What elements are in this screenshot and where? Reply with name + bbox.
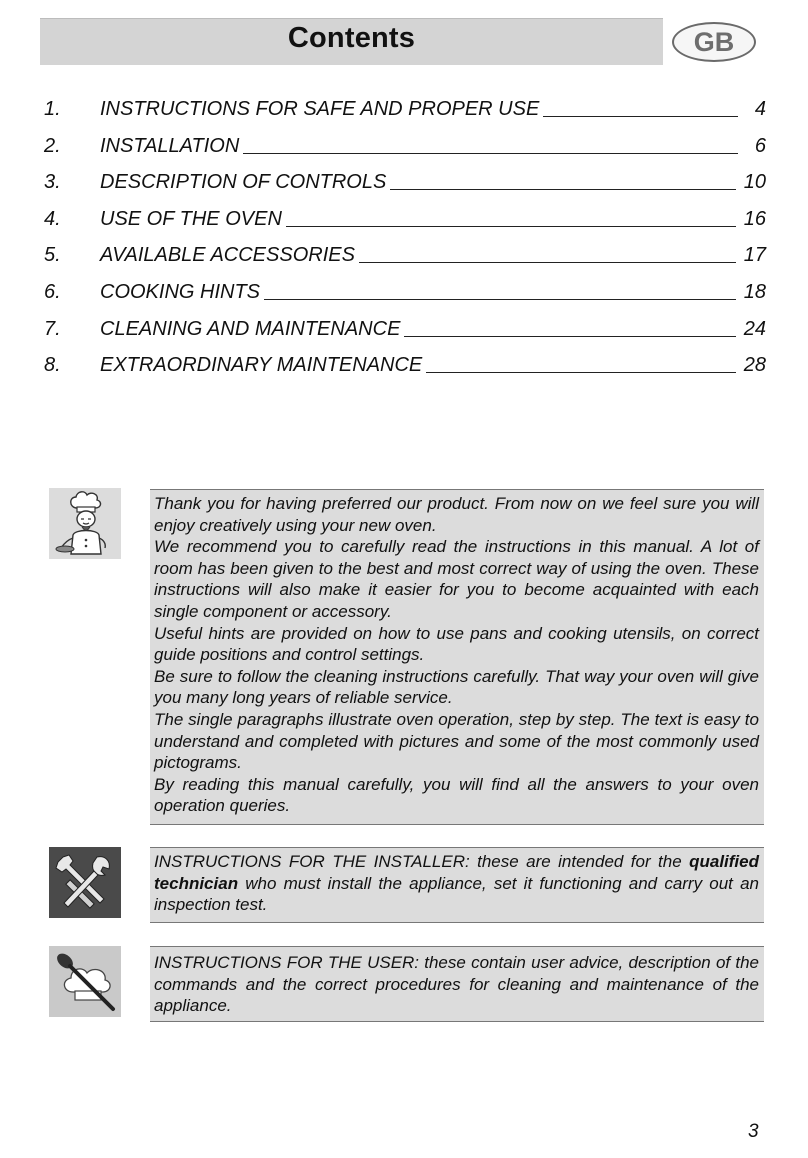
toc-title: DESCRIPTION OF CONTROLS — [100, 171, 387, 194]
language-badge: GB — [672, 22, 756, 62]
toc-number: 1. — [44, 98, 61, 120]
chef-icon — [49, 488, 121, 559]
toc-number: 5. — [44, 244, 61, 267]
toc-page: 24 — [743, 317, 766, 340]
toc-number: 2. — [44, 134, 61, 157]
intro-paragraph: By reading this manual carefully, you will find all the answers to your oven operation queries. — [154, 774, 759, 816]
toc-title: COOKING HINTS — [100, 280, 261, 303]
header-bar — [40, 18, 663, 65]
installer-panel — [150, 847, 764, 923]
intro-paragraph: Thank you for having preferred our product. From now on we feel sure you will enjoy creatively using your new oven. — [154, 494, 759, 535]
toc-entry[interactable] — [44, 98, 766, 135]
toc-title: INSTRUCTIONS FOR SAFE AND PROPER USE — [100, 98, 540, 120]
toc-leader — [264, 299, 736, 300]
qualified-technician-emphasis: qualified technician — [154, 852, 759, 893]
toc-title: EXTRAORDINARY MAINTENANCE — [100, 354, 423, 377]
toc-leader — [426, 372, 735, 373]
toc-page: 10 — [743, 171, 766, 194]
installer-text-start: INSTRUCTIONS FOR THE INSTALLER: these are intended for the — [154, 852, 690, 871]
toc-page: 4 — [754, 98, 766, 120]
toc-page: 28 — [743, 354, 766, 377]
chef-illustration — [49, 488, 121, 559]
page-title: Contents — [287, 22, 416, 54]
toc-entry[interactable] — [44, 135, 766, 172]
toc-leader — [404, 336, 735, 337]
intro-panel — [150, 489, 764, 825]
toc-page: 17 — [743, 244, 766, 267]
intro-paragraph: The single paragraphs illustrate oven operation, step by step. The text is easy to understand and completed with pictures and some of the most commonly used pictograms. — [154, 709, 759, 773]
toc-entry[interactable] — [44, 318, 766, 355]
toc-number: 6. — [44, 280, 61, 303]
user-panel — [150, 946, 764, 1022]
toc-leader — [243, 153, 738, 154]
toc-title: INSTALLATION — [100, 134, 240, 157]
toc-entry[interactable] — [44, 208, 766, 245]
toc-number: 7. — [44, 317, 61, 340]
intro-paragraph: Be sure to follow the cleaning instructions carefully. That way your oven will give you many long years of reliable service. — [154, 666, 759, 708]
tools-illustration — [49, 847, 121, 918]
intro-paragraph: We recommend you to carefully read the instructions in this manual. A lot of room has been given to the best and most correct way of using the oven. These instructions will also make it easier for you to become acquainted with each single component or accessory. — [154, 537, 759, 621]
toc-entry[interactable] — [44, 171, 766, 208]
toc-leader — [390, 189, 735, 190]
toc-leader — [359, 262, 736, 263]
user-text: INSTRUCTIONS FOR THE USER: these contain user advice, description of the commands and the correct procedures for cleaning and maintenance of the appliance. — [154, 953, 759, 1016]
installer-text — [154, 851, 759, 916]
toc-entry[interactable] — [44, 281, 766, 318]
tools-icon — [49, 847, 121, 918]
spoon-chef-hat-icon — [49, 946, 121, 1017]
intro-paragraph: Useful hints are provided on how to use pans and cooking utensils, on correct guide positions and control settings. — [154, 623, 759, 665]
toc-number: 3. — [44, 171, 61, 194]
toc-page: 18 — [743, 280, 766, 303]
toc-entry[interactable] — [44, 244, 766, 281]
spoon-hat-illustration — [49, 946, 121, 1017]
toc-page: 16 — [743, 207, 766, 230]
table-of-contents — [44, 98, 766, 391]
toc-title: USE OF THE OVEN — [100, 207, 282, 230]
toc-number: 8. — [44, 354, 61, 377]
installer-text-end: who must install the appliance, set it functioning and carry out an inspection test. — [154, 873, 759, 915]
toc-number: 4. — [44, 207, 61, 230]
toc-leader — [286, 226, 736, 227]
toc-page: 6 — [754, 134, 766, 157]
page-number: 3 — [748, 1121, 759, 1142]
toc-title: CLEANING AND MAINTENANCE — [100, 317, 401, 340]
toc-leader — [543, 116, 738, 117]
toc-entry[interactable] — [44, 354, 766, 391]
toc-title: AVAILABLE ACCESSORIES — [100, 244, 355, 267]
